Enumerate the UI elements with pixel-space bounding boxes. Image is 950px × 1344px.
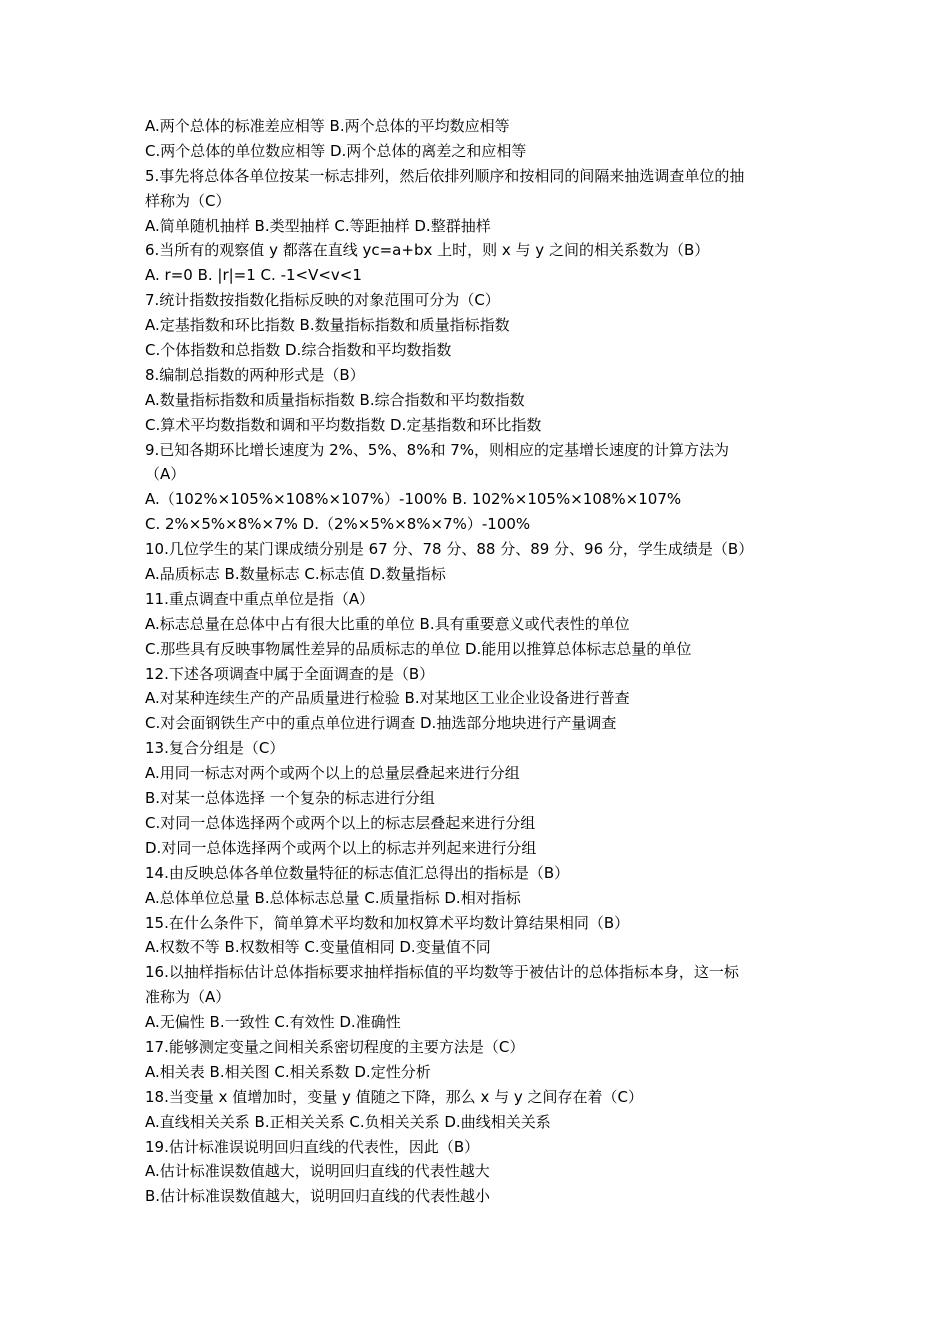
text-line: A.品质标志 B.数量标志 C.标志值 D.数量指标 (145, 565, 446, 584)
text-line: D.对同一总体选择两个或两个以上的标志并列起来进行分组 (145, 838, 537, 857)
text-line: 9.已知各期环比增长速度为 2%、5%、8%和 7%，则相应的定基增长速度的计算方法为 (145, 440, 730, 459)
text-line: C.个体指数和总指数 D.综合指数和平均数指数 (145, 341, 452, 360)
text-line: C.对同一总体选择两个或两个以上的标志层叠起来进行分组 (145, 813, 536, 832)
text-line: A.用同一标志对两个或两个以上的总量层叠起来进行分组 (145, 764, 520, 783)
text-line: C.两个总体的单位数应相等 D.两个总体的离差之和应相等 (145, 141, 527, 160)
text-line: 5.事先将总体各单位按某一标志排列，然后依排列顺序和按相同的间隔来抽选调查单位的抽 (145, 166, 745, 185)
text-line: A.估计标准误数值越大，说明回归直线的代表性越大 (145, 1162, 490, 1181)
text-line: A. r=0 B. |r|=1 C. -1<V<v<1 (145, 266, 362, 285)
text-line: （A） (145, 465, 186, 484)
text-line: A.无偏性 B.一致性 C.有效性 D.准确性 (145, 1013, 401, 1032)
text-line: A.相关表 B.相关图 C.相关系数 D.定性分析 (145, 1062, 431, 1081)
text-line: A.定基指数和环比指数 B.数量指标指数和质量指标指数 (145, 316, 510, 335)
document-body (145, 114, 825, 1209)
text-line: 18.当变量 x 值增加时，变量 y 值随之下降，那么 x 与 y 之间存在着（C） (145, 1087, 643, 1106)
text-line: 8.编制总指数的两种形式是（B） (145, 365, 365, 384)
text-line: A.两个总体的标准差应相等 B.两个总体的平均数应相等 (145, 117, 510, 135)
text-line: 13.复合分组是（C） (145, 739, 285, 758)
text-line: C.对会面钢铁生产中的重点单位进行调查 D.抽选部分地块进行产量调查 (145, 714, 617, 733)
text-line: 14.由反映总体各单位数量特征的标志值汇总得出的指标是（B） (145, 863, 570, 882)
text-line: A.（102%×105%×108%×107%）-100% B. 102%×105%×108%×107% (145, 490, 682, 509)
text-line: 样称为（C） (145, 191, 231, 210)
text-line: A.简单随机抽样 B.类型抽样 C.等距抽样 D.整群抽样 (145, 216, 491, 235)
text-line: 19.估计标准误说明回归直线的代表性，因此（B） (145, 1137, 480, 1156)
text-line: 16.以抽样指标估计总体指标要求抽样指标值的平均数等于被估计的总体指标本身，这一标 (145, 963, 739, 982)
text-line: A.直线相关关系 B.正相关关系 C.负相关关系 D.曲线相关关系 (145, 1112, 551, 1131)
text-line: C.算术平均数指数和调和平均数指数 D.定基指数和环比指数 (145, 415, 542, 434)
text-line: 17.能够测定变量之间相关系密切程度的主要方法是（C） (145, 1037, 525, 1056)
text-line: C. 2%×5%×8%×7% D.（2%×5%×8%×7%）-100% (145, 515, 531, 534)
text-line: B.对某一总体选择 一个复杂的标志进行分组 (145, 789, 435, 808)
text-line: 11.重点调查中重点单位是指（A） (145, 589, 375, 608)
text-line: A.对某种连续生产的产品质量进行检验 B.对某地区工业企业设备进行普查 (145, 689, 630, 708)
text-line: 准称为（A） (145, 988, 231, 1007)
text-line: A.数量指标指数和质量指标指数 B.综合指数和平均数指数 (145, 390, 525, 409)
text-line: A.标志总量在总体中占有很大比重的单位 B.具有重要意义或代表性的单位 (145, 614, 630, 633)
text-line: C.那些具有反映事物属性差异的品质标志的单位 D.能用以推算总体标志总量的单位 (145, 639, 692, 658)
text-line: B.估计标准误数值越大，说明回归直线的代表性越小 (145, 1187, 491, 1206)
text-line: A.总体单位总量 B.总体标志总量 C.质量指标 D.相对指标 (145, 888, 521, 907)
text-line: A.权数不等 B.权数相等 C.变量值相同 D.变量值不同 (145, 938, 491, 957)
text-line: 12.下述各项调查中属于全面调查的是（B） (145, 664, 435, 683)
text-line: 7.统计指数按指数化指标反映的对象范围可分为（C） (145, 291, 500, 310)
text-line: 6.当所有的观察值 y 都落在直线 yc=a+bx 上时，则 x 与 y 之间的相关系数为（B） (145, 241, 710, 260)
text-line: 15.在什么条件下，简单算术平均数和加权算术平均数计算结果相同（B） (145, 913, 630, 932)
text-line: 10.几位学生的某门课成绩分别是 67 分、78 分、88 分、89 分、96 分，学生成绩是（B） (145, 540, 754, 559)
